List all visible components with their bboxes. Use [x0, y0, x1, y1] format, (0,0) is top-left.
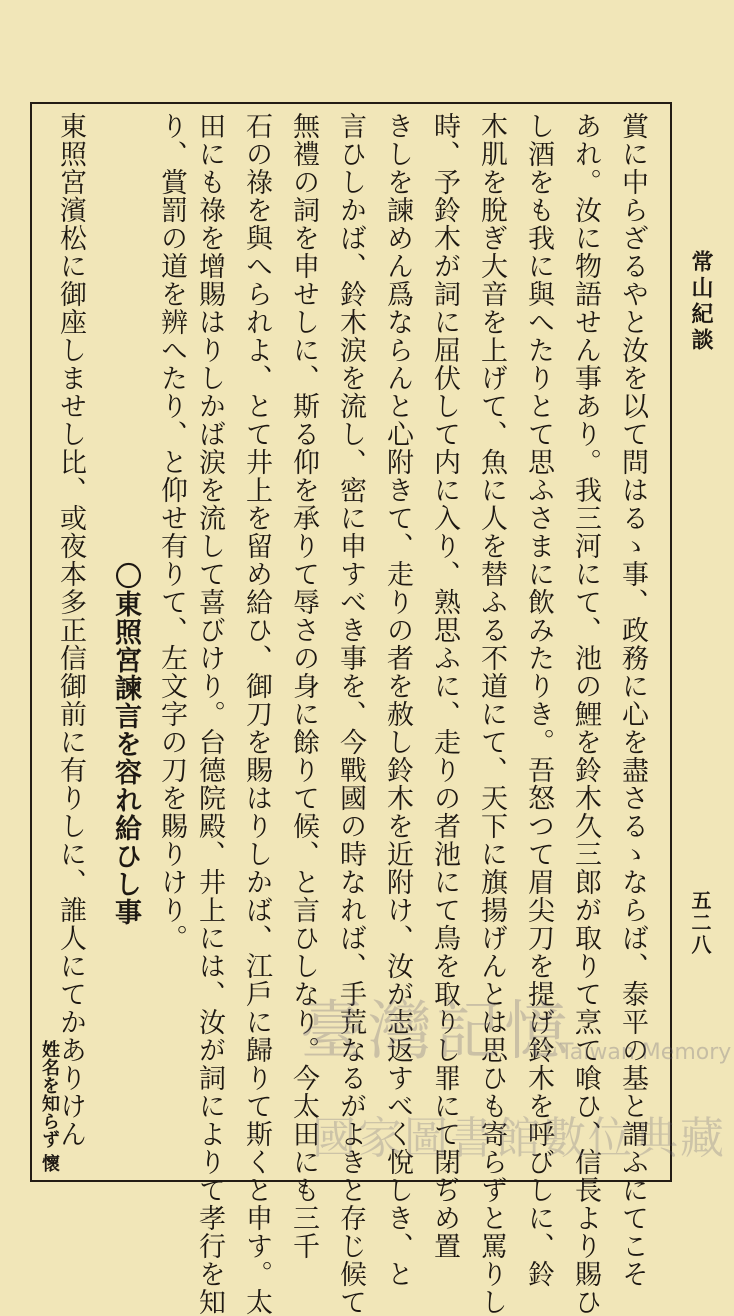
text-column-7: 言ひしかば、鈴木涙を流し、密に申すべき事を、今戰國の時なれば、手荒なるがよきと存じ候て [335, 112, 366, 1316]
text-column-5: 時、予鈴木が詞に屈伏して内に入り、熟思ふに、走りの者池にて鳥を取りし罪にて閉ぢめ置 [429, 112, 460, 1260]
text-column-4: 木肌を脫ぎ大音を上げて、魚に人を替ふる不道にて、天下に旗揚げんとは思ひも寄らずと罵りし [476, 112, 507, 1316]
watermark-english: Taiwan Memory [560, 1040, 732, 1065]
text-column-2: あれ。汝に物語せん事あり。我三河にて、池の鯉を鈴木久三郎が取りて烹て喰ひ、信長より賜ひ [570, 112, 601, 1316]
text-column-1: 賞に中らざるやと汝を以て問はるゝ事、政務に心を盡さるゝならば、泰平の基と謂ふにてこそ [617, 112, 648, 1288]
interlinear-note: 姓名を知らず 懷 [39, 1040, 60, 1173]
section-heading: 〇東照宮諫言を容れ給ひし事 [110, 562, 141, 926]
text-column-13: 東照宮濱松に御座しませし比、或夜本多正信御前に有りしに、誰人にてかありけん [55, 112, 86, 1148]
watermark-logo: 臺灣記憶 [300, 995, 572, 1069]
text-column-6: きしを諫めん爲ならんと心附きて、走りの者を赦し鈴木を近附け、汝が志返すべく悅しき、と [382, 112, 413, 1288]
text-column-8: 無禮の詞を申せしに、斯る仰を承りて辱さの身に餘りて候、と言ひしなり。今太田にも三千 [288, 112, 319, 1260]
page-number: 五二八 [688, 890, 712, 956]
text-column-11: り、賞罰の道を辨へたり、と仰せ有りて、左文字の刀を賜りけり。 [156, 112, 187, 952]
text-column-10: 田にも祿を增賜はりしかば涙を流して喜びけり。台德院殿、井上には、汝が詞によりて孝行を知 [194, 112, 225, 1316]
watermark-subtitle: 國家圖書館數位典藏 [312, 1113, 726, 1164]
text-column-3: し酒をも我に與へたりとて思ふさまに飲みたりき。吾怒つて眉尖刀を提げ鈴木を呼びしに、鈴 [523, 112, 554, 1288]
running-title: 常山紀談 [688, 250, 714, 354]
text-column-9: 石の祿を與へられよ、とて井上を留め給ひ、御刀を賜はりしかば、江戶に歸りて斯くと申す。太 [241, 112, 272, 1316]
